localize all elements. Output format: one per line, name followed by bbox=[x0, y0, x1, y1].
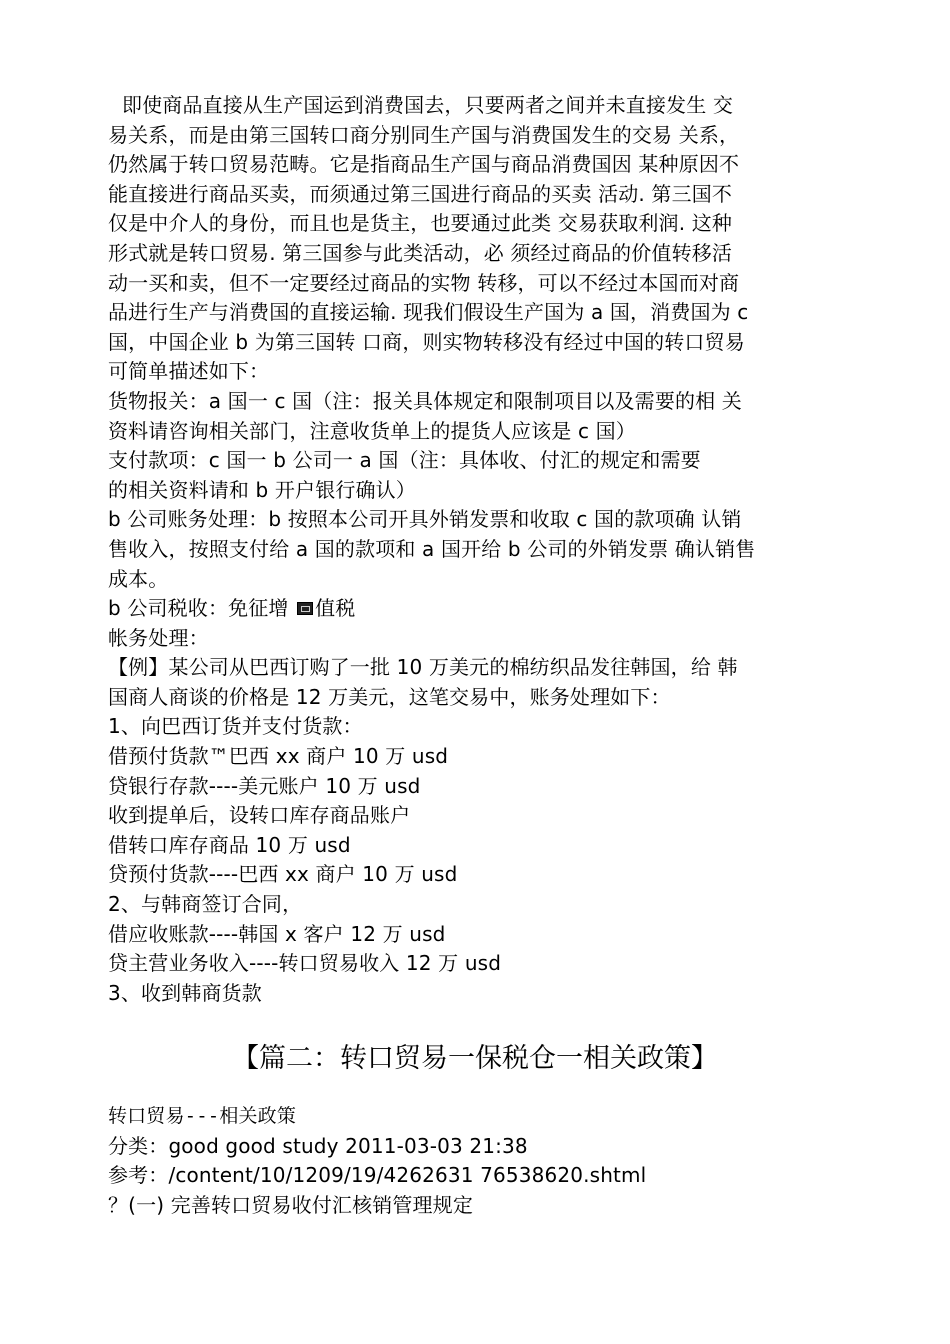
example-line: 国商人商谈的价格是 12 万美元，这笔交易中，账务处理如下： bbox=[108, 684, 671, 709]
payment-line: 支付款项：c 国一 b 公司一 a 国（注：具体收、付汇的规定和需要 bbox=[108, 448, 701, 473]
paragraph-line: 国，中国企业 b 为第三国转 口商，则实物转移没有经过中国的转口贸易 bbox=[108, 329, 745, 354]
accounting-line: b 公司账务处理：b 按照本公司开具外销发票和收取 c 国的款项确 认销 bbox=[108, 507, 742, 532]
section-heading: 【篇二：转口贸易一保税仓一相关政策】 bbox=[232, 1043, 718, 1074]
entry-line: 收到提单后，设转口库存商品账户 bbox=[108, 803, 411, 828]
paragraph-line: 品进行生产与消费国的直接运输. 现我们假设生产国为 a 国，消费国为 c bbox=[108, 300, 749, 325]
paragraph-line: 能直接进行商品买卖，而须通过第三国进行商品的买卖 活动. 第三国不 bbox=[108, 181, 733, 206]
section-two bbox=[108, 1102, 868, 1220]
accounting-line: 售收入，按照支付给 a 国的款项和 a 国开给 b 公司的外销发票 确认销售 bbox=[108, 536, 756, 561]
entry-line: 借应收账款----韩国 x 客户 12 万 usd bbox=[108, 921, 446, 946]
tax-suffix: 值税 bbox=[315, 596, 356, 621]
entry-line: 2、与韩商签订合同， bbox=[108, 892, 303, 917]
paragraph-line: 可简单描述如下： bbox=[108, 359, 270, 384]
entry-line: 1、向巴西订货并支付货款： bbox=[108, 714, 363, 739]
entry-line: 借预付货款™巴西 xx 商户 10 万 usd bbox=[108, 744, 449, 769]
paragraph-line: 即使商品直接从生产国运到消费国去，只要两者之间并未直接发生 交 bbox=[122, 93, 734, 117]
goods-declaration-line: 资料请咨询相关部门，注意收货单上的提货人应该是 c 国） bbox=[108, 418, 636, 443]
payment-line: 的相关资料请和 b 开户银行确认） bbox=[108, 477, 416, 502]
tax-line bbox=[108, 594, 858, 624]
entry-line: 贷预付货款----巴西 xx 商户 10 万 usd bbox=[108, 862, 458, 887]
paragraph-line: 易关系，而是由第三国转口商分别同生产国与消费国发生的交易 关系， bbox=[108, 122, 740, 147]
section-two-reference: 参考：/content/10/1209/19/4262631 76538620.shtml bbox=[108, 1163, 647, 1188]
example-line: 【例】某公司从巴西订购了一批 10 万美元的棉纺织品发往韩国，给 韩 bbox=[108, 655, 738, 680]
entry-line: 贷主营业务收入----转口贸易收入 12 万 usd bbox=[108, 951, 502, 976]
section-two-title: 转口贸易---相关政策 bbox=[108, 1105, 296, 1127]
entry-line: 3、收到韩商货款 bbox=[108, 980, 262, 1005]
paragraph-line: 仍然属于转口贸易范畴。它是指商品生产国与商品消费国因 某种原因不 bbox=[108, 152, 740, 177]
paragraph-line: 动一买和卖，但不一定要经过商品的实物 转移，可以不经过本国而对商 bbox=[108, 270, 740, 295]
paragraph-line: 形式就是转口贸易. 第三国参与此类活动，必 须经过商品的价值转移活 bbox=[108, 240, 733, 265]
goods-declaration-line: 货物报关：a 国一 c 国（注：报关具体规定和限制项目以及需要的相 关 bbox=[108, 388, 742, 413]
accounting-line: 成本。 bbox=[108, 566, 169, 591]
ledger-title: 帐务处理： bbox=[108, 625, 209, 650]
entry-line: 借转口库存商品 10 万 usd bbox=[108, 832, 351, 857]
small-chip-icon bbox=[297, 602, 313, 615]
document-body bbox=[108, 91, 858, 1008]
paragraph-line: 仅是中介人的身份，而且也是货主，也要通过此类 交易获取利润. 这种 bbox=[108, 211, 733, 236]
entry-line: 贷银行存款----美元账户 10 万 usd bbox=[108, 773, 421, 798]
section-two-category: 分类：good good study 2011-03-03 21:38 bbox=[108, 1133, 528, 1158]
tax-prefix: b 公司税收：免征增 bbox=[108, 596, 296, 621]
section-two-item: ？(一) 完善转口贸易收付汇核销管理规定 bbox=[108, 1192, 473, 1217]
